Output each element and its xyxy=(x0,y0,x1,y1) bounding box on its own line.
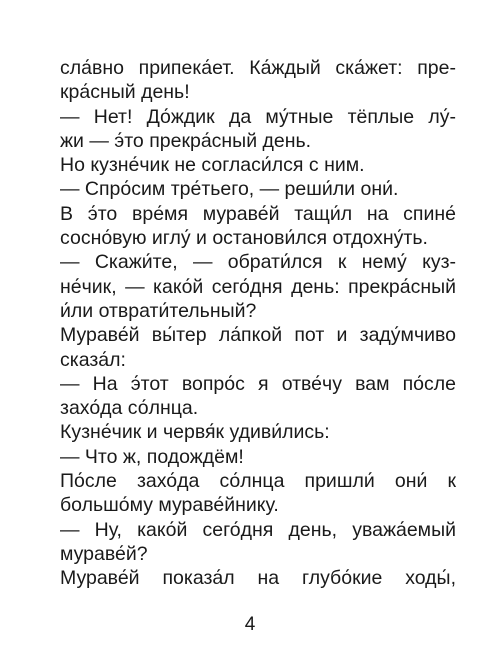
text-line: жи — э́то прекра́сный день. xyxy=(60,129,312,152)
text-line: Но кузне́чик не согласи́лся с ним. xyxy=(60,154,365,177)
text-line: Мураве́й вы́тер ла́пкой пот и заду́мчиво xyxy=(60,324,456,347)
story-text xyxy=(60,56,456,591)
text-line: — Нет! До́ждик да му́тные тёплые лу́- xyxy=(60,105,456,128)
text-line: сказа́л: xyxy=(60,348,126,371)
text-line: сла́вно припека́ет. Ка́ждый ска́жет: пре- xyxy=(60,57,456,79)
text-line: мураве́й? xyxy=(60,542,148,565)
text-line: По́сле захо́да со́лнца пришли́ они́ к xyxy=(60,470,456,493)
text-line: кра́сный день! xyxy=(60,81,190,104)
text-line: захо́да со́лнца. xyxy=(60,397,199,420)
text-line: В э́то вре́мя мураве́й тащи́л на спине́ xyxy=(60,202,456,225)
text-line: и́ли отврати́тельный? xyxy=(60,299,257,322)
text-line: Мураве́й показа́л на глубо́кие ходы́, xyxy=(60,567,456,590)
text-line: — Что ж, подождём! xyxy=(60,445,244,468)
text-line: сосно́вую иглу́ и останови́лся отдохну́ть. xyxy=(60,227,428,250)
text-line: — Скажи́те, — обрати́лся к нему́ куз- xyxy=(60,251,456,274)
text-line: Кузне́чик и червя́к удиви́лись: xyxy=(60,421,330,444)
text-line: — На э́тот вопро́с я отве́чу вам по́сле xyxy=(60,372,456,395)
text-line: — Ну, како́й сего́дня день, уважа́емый xyxy=(60,518,456,541)
text-line: — Спро́сим тре́тьего, — реши́ли они́. xyxy=(60,178,399,201)
page-number: 4 xyxy=(244,614,256,635)
text-line: большо́му мураве́йнику. xyxy=(60,494,279,517)
text-line: не́чик, — како́й сего́дня день: прекра́сный xyxy=(60,275,456,298)
